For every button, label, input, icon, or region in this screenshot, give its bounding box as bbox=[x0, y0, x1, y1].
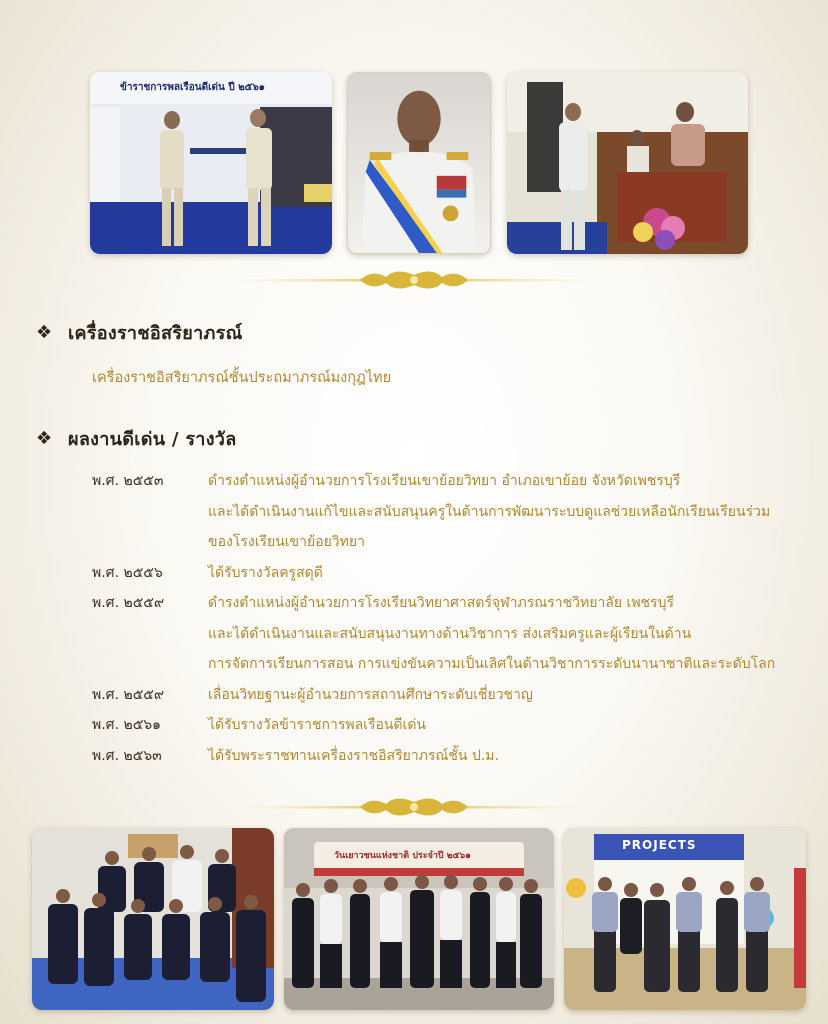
royal-ceremony-photo bbox=[507, 72, 748, 254]
award-item bbox=[92, 558, 802, 589]
award-text: ได้รับรางวัลครูสดุดี bbox=[208, 564, 323, 581]
projects-banner-text: PROJECTS bbox=[622, 838, 697, 852]
students-group-photo bbox=[32, 828, 274, 1010]
award-year: พ.ศ. ๒๕๕๓ bbox=[92, 473, 164, 489]
section-title-awards: ผลงานดีเด่น / รางวัล bbox=[68, 429, 237, 450]
science-fair-photo bbox=[284, 828, 554, 1010]
diamond-bullet-icon: ❖ bbox=[36, 321, 53, 343]
award-year: พ.ศ. ๒๕๕๙ bbox=[92, 595, 165, 611]
portrait-photo bbox=[347, 72, 491, 254]
awards-list bbox=[92, 466, 802, 771]
award-item bbox=[92, 710, 802, 741]
award-year: พ.ศ. ๒๕๖๑ bbox=[92, 717, 162, 733]
award-banner-text: ข้าราชการพลเรือนดีเด่น ปี ๒๕๖๑ bbox=[120, 82, 266, 93]
ornament-divider bbox=[0, 265, 828, 295]
award-year: พ.ศ. ๒๕๕๖ bbox=[92, 564, 163, 581]
awards-section-header bbox=[36, 424, 237, 453]
award-item bbox=[92, 680, 802, 711]
award-ceremony-photo bbox=[90, 72, 332, 254]
award-year: พ.ศ. ๒๕๖๓ bbox=[92, 747, 162, 764]
diamond-bullet-icon: ❖ bbox=[36, 427, 53, 449]
award-text: ได้รับพระราชทานเครื่องราชอิสริยาภรณ์ชั้น ป.ม. bbox=[208, 747, 499, 764]
decoration-description: เครื่องราชอิสริยาภรณ์ชั้นประถมาภรณ์มงกุฎไทย bbox=[92, 370, 392, 386]
award-text: การจัดการเรียนการสอน การแข่งขันความเป็นเลิศในด้านวิชาการระดับนานาชาติและระดับโลก bbox=[208, 656, 776, 672]
award-year: พ.ศ. ๒๕๕๙ bbox=[92, 686, 165, 703]
projects-event-photo bbox=[564, 828, 806, 1010]
award-item bbox=[92, 588, 802, 680]
award-text: ดำรงตำแหน่งผู้อำนวยการโรงเรียนวิทยาศาสตร์จุฬาภรณราชวิทยาลัย เพชรบุรี bbox=[208, 595, 674, 611]
award-item bbox=[92, 741, 802, 772]
award-item bbox=[92, 466, 802, 558]
award-text: ของโรงเรียนเขาย้อยวิทยา bbox=[208, 534, 365, 550]
award-text: ได้รับรางวัลข้าราชการพลเรือนดีเด่น bbox=[208, 717, 426, 733]
section-title-decoration: เครื่องราชอิสริยาภรณ์ bbox=[68, 323, 243, 344]
fair-banner-text: วันเยาวชนแห่งชาติ ประจำปี ๒๕๖๑ bbox=[334, 851, 471, 861]
ornament-divider bbox=[0, 792, 828, 822]
award-text: และได้ดำเนินงานและสนับสนุนงานทางด้านวิชาการ ส่งเสริมครูและผู้เรียนในด้าน bbox=[208, 625, 692, 642]
award-text: และได้ดำเนินงานแก้ไขและสนับสนุนครูในด้านการพัฒนาระบบดูแลช่วยเหลือนักเรียนเรียนร่วม bbox=[208, 503, 771, 520]
award-text: ดำรงตำแหน่งผู้อำนวยการโรงเรียนเขาย้อยวิทยา อำเภอเขาย้อย จังหวัดเพชรบุรี bbox=[208, 473, 681, 489]
decoration-section-header bbox=[36, 318, 243, 347]
award-text: เลื่อนวิทยฐานะผู้อำนวยการสถานศึกษาระดับเชี่ยวชาญ bbox=[208, 686, 533, 703]
